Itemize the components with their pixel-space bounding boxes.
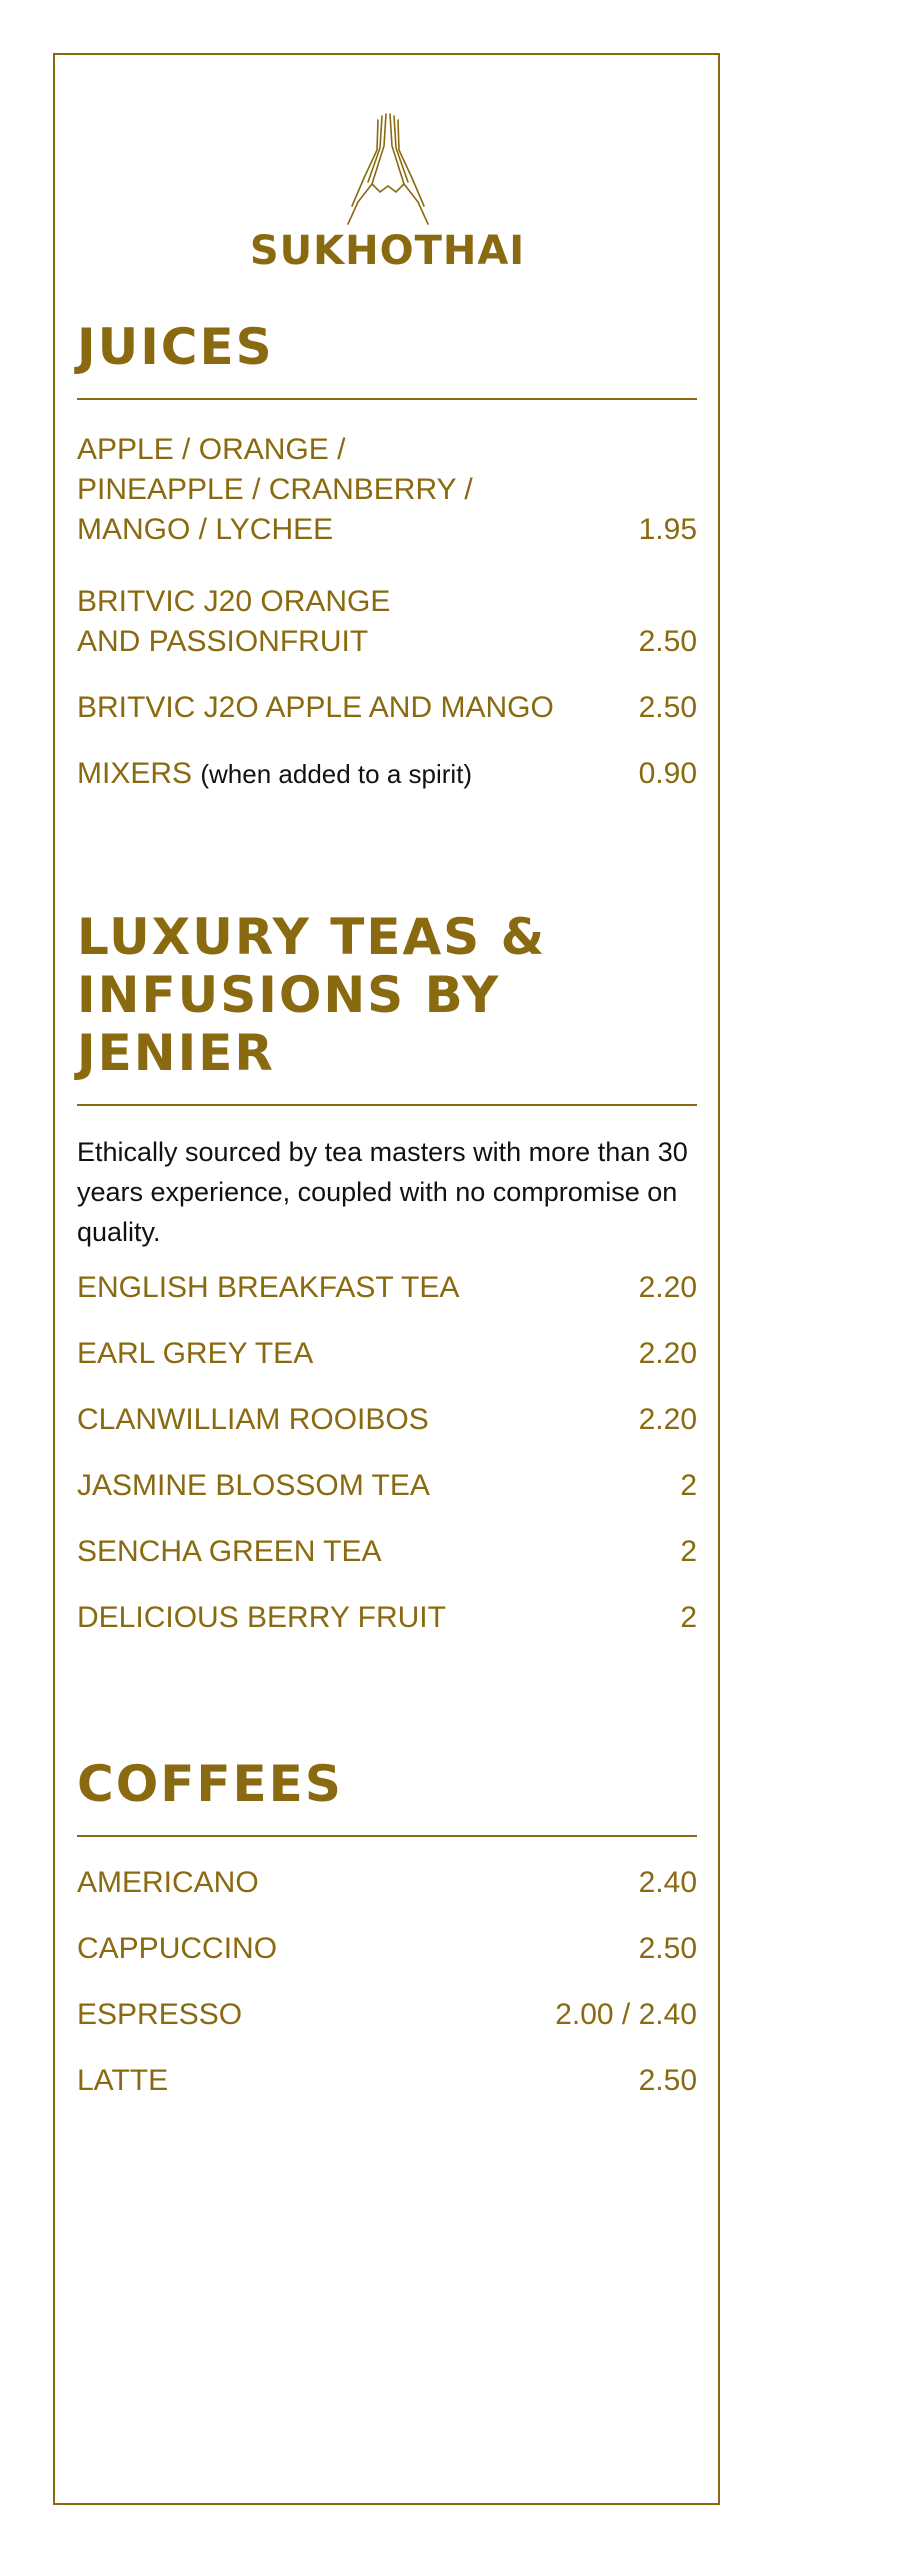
menu-item <box>77 754 697 794</box>
item-name: CLANWILLIAM ROOIBOS <box>77 1403 429 1436</box>
item-price: 2.00 / 2.40 <box>555 1998 697 2031</box>
item-price: 2.50 <box>638 691 697 724</box>
menu-item <box>77 2061 697 2101</box>
teas-description: Ethically sourced by tea masters with more than 30 years experience, coupled with no compromise on quality. <box>77 1137 688 1247</box>
brand-logo <box>0 106 775 274</box>
praying-hands-icon <box>328 106 448 226</box>
item-name: EARL GREY TEA <box>77 1337 314 1370</box>
menu-item <box>77 1268 697 1308</box>
item-name-text: MIXERS <box>77 757 193 790</box>
item-name: CAPPUCCINO <box>77 1932 278 1965</box>
menu-item <box>77 1995 697 2035</box>
item-name: JASMINE BLOSSOM TEA <box>77 1469 430 1502</box>
teas-heading <box>77 908 697 1082</box>
item-price: 2.20 <box>638 1271 697 1304</box>
teas-section <box>77 908 697 1638</box>
menu-item <box>77 1334 697 1374</box>
item-name: AMERICANO <box>77 1866 259 1899</box>
item-price: 2 <box>680 1601 697 1634</box>
juices-heading: JUICES <box>77 318 274 376</box>
item-price: 2 <box>680 1469 697 1502</box>
coffees-heading: COFFEES <box>77 1755 343 1813</box>
item-price: 1.95 <box>638 513 697 546</box>
item-price: 2.20 <box>638 1337 697 1370</box>
coffees-divider <box>77 1835 697 1837</box>
item-name: BRITVIC J20 ORANGE AND PASSIONFRUIT <box>77 585 391 658</box>
item-price: 2.40 <box>638 1866 697 1899</box>
menu-item <box>77 582 697 662</box>
menu-item <box>77 1466 697 1506</box>
item-price: 2.20 <box>638 1403 697 1436</box>
item-name: LATTE <box>77 2064 169 2097</box>
menu-item <box>77 1400 697 1440</box>
menu-item <box>77 1863 697 1903</box>
coffees-section <box>77 1755 697 2101</box>
item-price: 2.50 <box>638 625 697 658</box>
item-name: DELICIOUS BERRY FRUIT <box>77 1601 446 1634</box>
item-name: ENGLISH BREAKFAST TEA <box>77 1271 460 1304</box>
item-name: APPLE / ORANGE / PINEAPPLE / CRANBERRY / MANGO / LYCHEE <box>77 433 473 546</box>
brand-name: SUKHOTHAI <box>249 228 526 274</box>
item-note: (when added to a spirit) <box>200 759 473 789</box>
juices-divider <box>77 398 697 400</box>
teas-divider <box>77 1104 697 1106</box>
item-price: 0.90 <box>638 757 697 790</box>
teas-heading-line2: INFUSIONS BY JENIER <box>77 966 501 1082</box>
menu-item <box>77 1532 697 1572</box>
menu-item <box>77 1598 697 1638</box>
item-name: SENCHA GREEN TEA <box>77 1535 382 1568</box>
item-name <box>77 754 472 794</box>
menu-item <box>77 1929 697 1969</box>
item-price: 2.50 <box>638 1932 697 1965</box>
teas-heading-line1: LUXURY TEAS & <box>77 908 547 966</box>
item-name: BRITVIC J2O APPLE AND MANGO <box>77 691 554 724</box>
menu-item <box>77 430 697 550</box>
item-price: 2 <box>680 1535 697 1568</box>
item-price: 2.50 <box>638 2064 697 2097</box>
item-name: ESPRESSO <box>77 1998 243 2031</box>
juices-section <box>77 318 697 794</box>
menu-item <box>77 688 697 728</box>
